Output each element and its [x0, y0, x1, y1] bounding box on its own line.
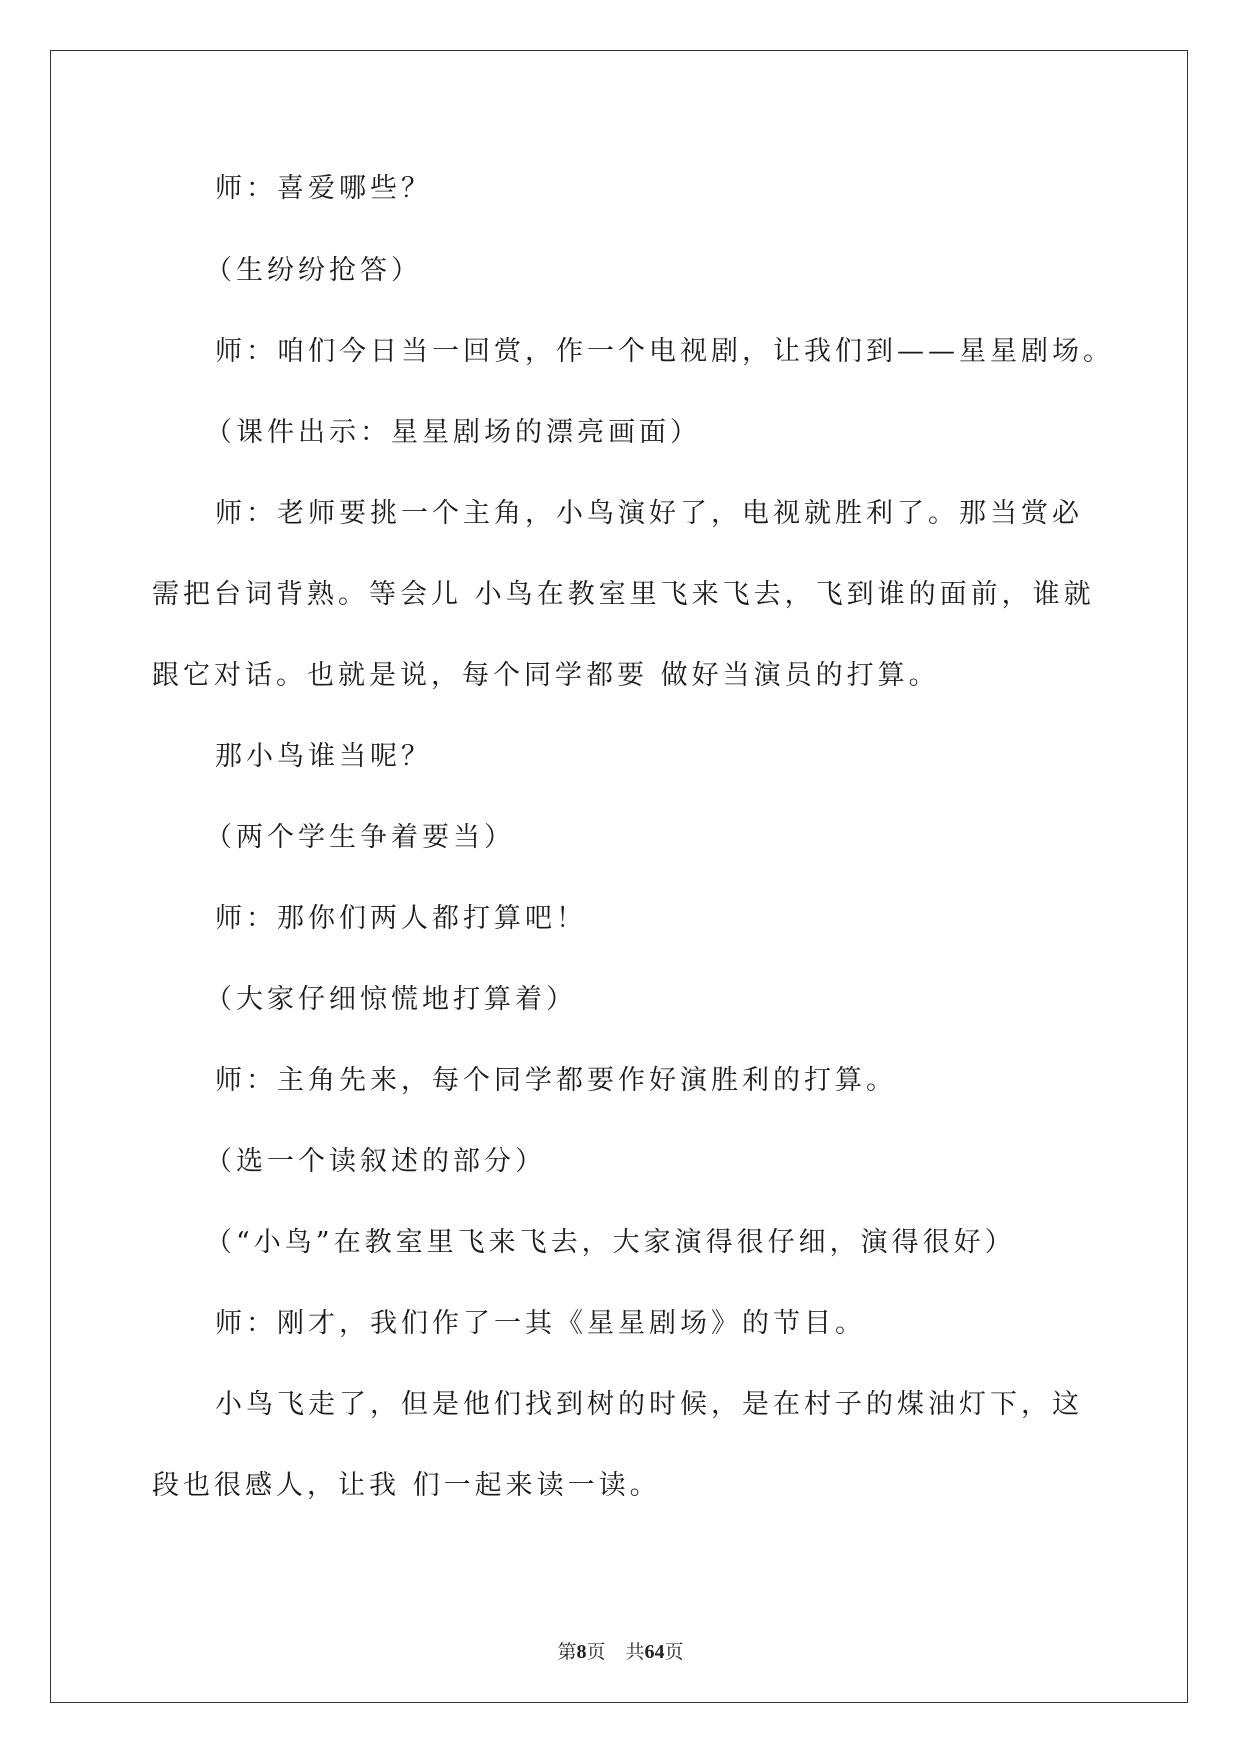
page-number-suffix: 页 — [586, 1641, 606, 1663]
page-number-prefix: 第 — [557, 1641, 577, 1663]
paragraph-10: 师：那你们两人都打算吧！ — [215, 903, 587, 934]
paragraph-7: 跟它对话。也就是说，每个同学都要 做好当演员的打算。 — [152, 660, 940, 691]
paragraph-14: （“小鸟”在教室里飞来飞去，大家演得很仔细，演得很好） — [205, 1227, 1016, 1258]
paragraph-5: 师：老师要挑一个主角，小鸟演好了，电视就胜利了。那当赏必 — [215, 498, 1083, 529]
paragraph-13: （选一个读叙述的部分） — [205, 1146, 546, 1177]
paragraph-17: 段也很感人，让我 们一起来读一读。 — [152, 1470, 661, 1501]
paragraph-9: （两个学生争着要当） — [205, 822, 515, 853]
paragraph-16: 小鸟飞走了，但是他们找到树的时候，是在村子的煤油灯下，这 — [215, 1389, 1083, 1420]
paragraph-11: （大家仔细惊慌地打算着） — [205, 984, 577, 1015]
total-pages-prefix: 共 — [625, 1641, 645, 1663]
paragraph-3: 师：咱们今日当一回赏，作一个电视剧，让我们到——星星剧场。 — [215, 336, 1114, 367]
paragraph-8: 那小鸟谁当呢？ — [215, 741, 432, 772]
paragraph-15: 师：刚才，我们作了一其《星星剧场》的节目。 — [215, 1308, 866, 1339]
paragraph-6: 需把台词背熟。等会儿 小鸟在教室里飞来飞去，飞到谁的面前，谁就 — [152, 579, 1095, 610]
paragraph-4: （课件出示：星星剧场的漂亮画面） — [205, 417, 701, 448]
total-pages: 64 — [644, 1641, 665, 1663]
page-footer — [0, 1640, 1241, 1664]
page-number: 8 — [576, 1641, 587, 1663]
page-border — [50, 50, 1188, 1703]
paragraph-1: 师：喜爱哪些？ — [215, 173, 432, 204]
paragraph-2: （生纷纷抢答） — [205, 255, 422, 286]
total-pages-suffix: 页 — [664, 1641, 684, 1663]
paragraph-12: 师：主角先来，每个同学都要作好演胜利的打算。 — [215, 1065, 897, 1096]
